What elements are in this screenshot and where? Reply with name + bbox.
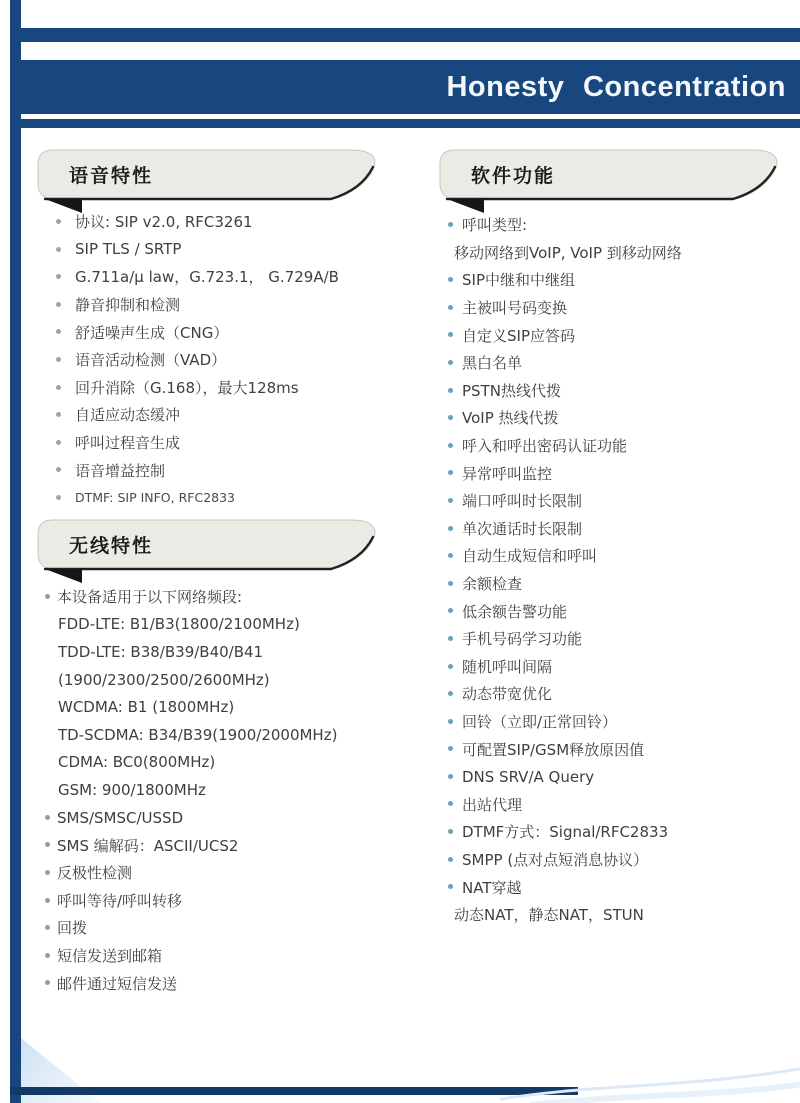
bullet-icon xyxy=(45,815,50,820)
list-item-label: 主被叫号码变换 xyxy=(462,299,568,318)
list-item xyxy=(35,859,405,887)
list-item xyxy=(35,346,395,374)
list-item-label: 单次通话时长限制 xyxy=(462,519,583,538)
bullet-icon xyxy=(448,470,453,475)
list-item-label: 呼叫等待/呼叫转移 xyxy=(57,891,183,910)
list-item xyxy=(35,611,405,639)
section-banner-wireless xyxy=(35,518,387,584)
list-item xyxy=(437,239,797,267)
list-item xyxy=(35,749,405,777)
list-item-label: 移动网络到VoIP, VoIP 到移动网络 xyxy=(454,243,682,262)
list-item xyxy=(437,377,797,405)
bullet-icon xyxy=(448,222,453,227)
list-item xyxy=(35,318,395,346)
list-item-label: SMS 编解码：ASCII/UCS2 xyxy=(57,836,239,855)
bullet-icon xyxy=(448,553,453,558)
list-item-label: 手机号码学习功能 xyxy=(462,630,583,649)
list-item xyxy=(35,914,405,942)
list-item xyxy=(437,432,797,460)
list-item xyxy=(437,790,797,818)
list-item-label: 回铃（立即/正常回铃） xyxy=(462,712,618,731)
list-item xyxy=(437,846,797,874)
list-item xyxy=(35,666,405,694)
bullet-icon xyxy=(56,247,61,252)
bullet-icon xyxy=(448,388,453,393)
list-item-label: PSTN热线代拨 xyxy=(462,381,561,400)
bullet-icon xyxy=(56,274,61,279)
list-item-label: VoIP 热线代拨 xyxy=(462,409,559,428)
bullet-icon xyxy=(448,360,453,365)
list-item xyxy=(437,570,797,598)
list-item xyxy=(437,404,797,432)
list-item xyxy=(437,735,797,763)
list-item-label: DTMF: SIP INFO, RFC2833 xyxy=(75,490,236,506)
bullet-icon xyxy=(448,664,453,669)
list-item-label: G.711a/μ law，G.723.1， G.729A/B xyxy=(75,268,339,287)
list-item-label: 短信发送到邮箱 xyxy=(57,947,163,966)
bullet-icon xyxy=(448,277,453,282)
list-item xyxy=(35,721,405,749)
bullet-icon xyxy=(448,636,453,641)
list-item xyxy=(437,542,797,570)
bullet-icon xyxy=(448,746,453,751)
section-title-software: 软件功能 xyxy=(471,165,556,187)
bullet-icon xyxy=(45,870,50,875)
list-item-label: 端口呼叫时长限制 xyxy=(462,492,583,511)
list-item-label: DTMF方式：Signal/RFC2833 xyxy=(462,823,669,842)
list-item xyxy=(35,693,405,721)
list-item xyxy=(35,887,405,915)
footer-swoosh-icon xyxy=(500,1061,800,1103)
list-item xyxy=(35,804,405,832)
bullet-icon xyxy=(448,332,453,337)
list-item xyxy=(35,776,405,804)
list-item-label: 本设备适用于以下网络频段: xyxy=(57,588,243,607)
bullet-icon xyxy=(56,440,61,445)
header-stripe-top xyxy=(10,28,800,42)
list-item-label: 异常呼叫监控 xyxy=(462,464,553,483)
list-item-label: 呼叫类型: xyxy=(462,216,528,235)
list-item-label: 随机呼叫间隔 xyxy=(462,657,553,676)
bullet-icon xyxy=(448,415,453,420)
list-item xyxy=(437,487,797,515)
bullet-icon xyxy=(56,219,61,224)
bullet-icon xyxy=(56,385,61,390)
list-item-label: 低余额告警功能 xyxy=(462,602,568,621)
list-item-label: GSM: 900/1800MHz xyxy=(58,780,206,799)
list-item-label: 静音抑制和检测 xyxy=(75,296,181,315)
list-item xyxy=(35,583,405,611)
list-item-label: 自动生成短信和呼叫 xyxy=(462,547,598,566)
list-item xyxy=(35,484,395,512)
list-item-label: TD-SCDMA: B34/B39(1900/2000MHz) xyxy=(58,725,338,744)
footer-bar xyxy=(10,1087,578,1095)
bullet-icon xyxy=(448,443,453,448)
list-item xyxy=(437,708,797,736)
list-item-label: 余额检查 xyxy=(462,575,523,594)
list-item xyxy=(35,831,405,859)
list-item-label: NAT穿越 xyxy=(462,878,522,897)
bullet-icon xyxy=(56,412,61,417)
bullet-icon xyxy=(448,801,453,806)
bullet-icon xyxy=(448,498,453,503)
list-item xyxy=(35,236,395,264)
list-item xyxy=(437,901,797,929)
list-item-label: 语音活动检测（VAD） xyxy=(75,351,227,370)
list-item-label: 舒适噪声生成（CNG） xyxy=(75,323,229,342)
bullet-icon xyxy=(448,719,453,724)
list-item-label: 回拨 xyxy=(57,919,88,938)
bullet-icon xyxy=(45,594,50,599)
list-item xyxy=(437,818,797,846)
list-item xyxy=(35,374,395,402)
list-item xyxy=(35,263,395,291)
list-item xyxy=(437,321,797,349)
list-item-label: 自定义SIP应答码 xyxy=(462,326,575,345)
list-item-label: 呼入和呼出密码认证功能 xyxy=(462,437,628,456)
list-item-label: 动态带宽优化 xyxy=(462,685,553,704)
list-item xyxy=(35,942,405,970)
list-item xyxy=(437,459,797,487)
section-banner-voice xyxy=(35,148,387,214)
list-item-label: 呼叫过程音生成 xyxy=(75,434,181,453)
list-item-label: DNS SRV/A Query xyxy=(462,767,595,786)
list-item xyxy=(437,294,797,322)
list-item-label: SMPP (点对点短消息协议） xyxy=(462,850,649,869)
list-item xyxy=(437,266,797,294)
page-title: Honesty Concentration xyxy=(446,70,786,103)
list-item xyxy=(437,763,797,791)
list-item xyxy=(35,969,405,997)
bullet-icon xyxy=(56,329,61,334)
list-item xyxy=(437,515,797,543)
list-item xyxy=(35,429,395,457)
list-item-label: CDMA: BC0(800MHz) xyxy=(58,753,216,772)
bullet-icon xyxy=(45,925,50,930)
section-title-voice: 语音特性 xyxy=(69,165,154,187)
list-item xyxy=(35,638,405,666)
header-stripe-bottom xyxy=(10,119,800,128)
list-item-label: 出站代理 xyxy=(462,795,523,814)
list-item-label: TDD-LTE: B38/B39/B40/B41 xyxy=(58,642,264,661)
list-item-label: SIP中继和中继组 xyxy=(462,271,575,290)
list-item xyxy=(35,291,395,319)
list-item-label: (1900/2300/2500/2600MHz) xyxy=(58,670,270,689)
bullet-icon xyxy=(448,829,453,834)
list-item-label: 回升消除（G.168），最大128ms xyxy=(75,378,299,397)
list-item-label: 自适应动态缓冲 xyxy=(75,406,181,425)
list-item-label: SIP TLS / SRTP xyxy=(75,240,182,259)
list-item-label: 黑白名单 xyxy=(462,354,523,373)
voice-feature-list xyxy=(35,208,395,512)
list-item-label: FDD-LTE: B1/B3(1800/2100MHz) xyxy=(58,615,300,634)
list-item xyxy=(437,625,797,653)
software-feature-list xyxy=(437,211,797,928)
list-item xyxy=(35,208,395,236)
list-item-label: 协议: SIP v2.0, RFC3261 xyxy=(75,213,253,232)
bullet-icon xyxy=(56,467,61,472)
bullet-icon xyxy=(448,857,453,862)
list-item xyxy=(437,211,797,239)
bullet-icon xyxy=(448,774,453,779)
bullet-icon xyxy=(448,691,453,696)
list-item-label: 动态NAT，静态NAT，STUN xyxy=(454,906,644,925)
bullet-icon xyxy=(448,305,453,310)
bullet-icon xyxy=(448,526,453,531)
bullet-icon xyxy=(448,884,453,889)
list-item xyxy=(437,873,797,901)
list-item xyxy=(437,349,797,377)
header-band xyxy=(10,60,800,114)
list-item-label: 语音增益控制 xyxy=(75,461,166,480)
bullet-icon xyxy=(45,953,50,958)
bullet-icon xyxy=(448,581,453,586)
bullet-icon xyxy=(56,302,61,307)
list-item xyxy=(437,653,797,681)
list-item xyxy=(35,456,395,484)
list-item-label: WCDMA: B1 (1800MHz) xyxy=(58,698,235,717)
bullet-icon xyxy=(45,842,50,847)
left-accent-rail xyxy=(10,0,21,1103)
list-item xyxy=(35,401,395,429)
list-item-label: SMS/SMSC/USSD xyxy=(57,808,184,827)
wireless-feature-list xyxy=(35,583,405,997)
list-item-label: 反极性检测 xyxy=(57,864,133,883)
bullet-icon xyxy=(56,495,61,500)
section-title-wireless: 无线特性 xyxy=(69,535,154,557)
bullet-icon xyxy=(56,357,61,362)
list-item xyxy=(437,597,797,625)
list-item xyxy=(437,680,797,708)
section-banner-software xyxy=(437,148,789,214)
list-item-label: 邮件通过短信发送 xyxy=(57,974,178,993)
list-item-label: 可配置SIP/GSM释放原因值 xyxy=(462,740,645,759)
bullet-icon xyxy=(448,608,453,613)
bullet-icon xyxy=(45,898,50,903)
bullet-icon xyxy=(45,980,50,985)
